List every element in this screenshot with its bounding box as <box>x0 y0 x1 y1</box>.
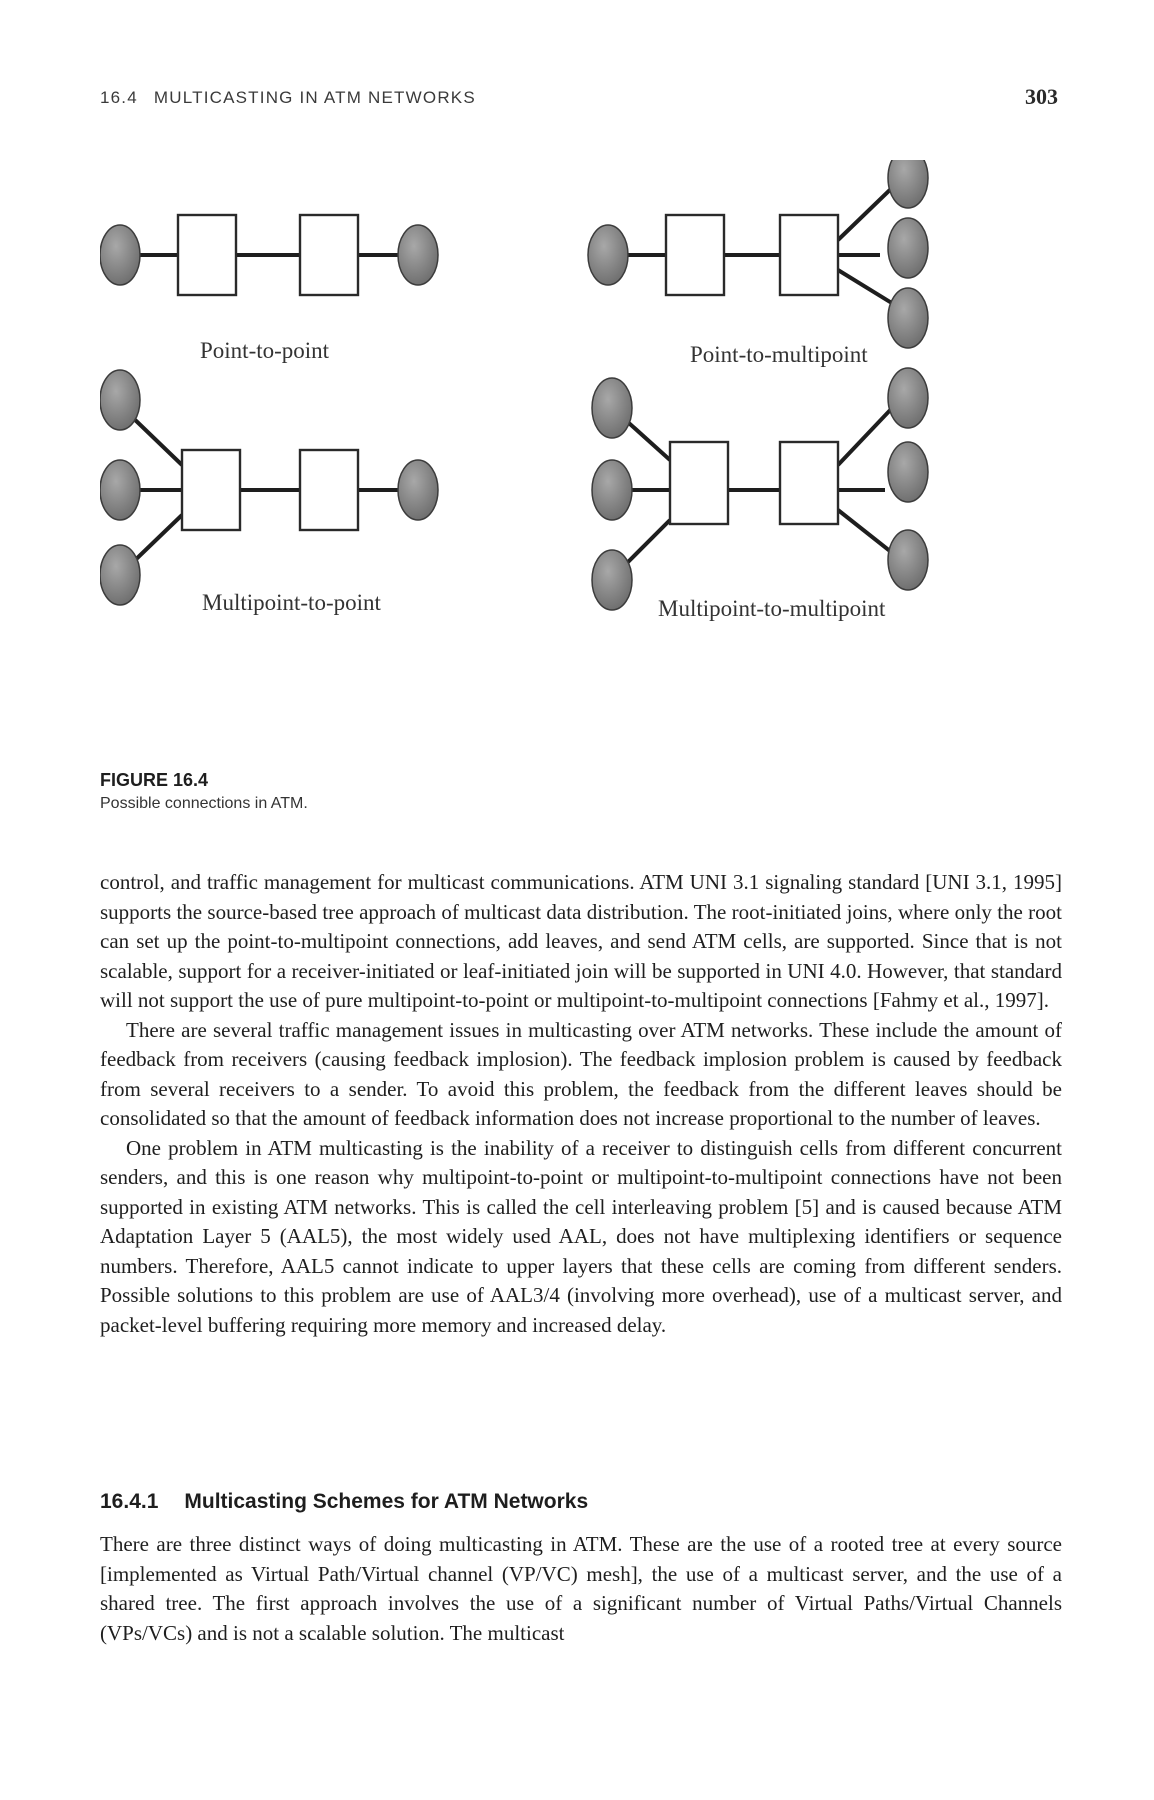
destination-node <box>398 225 438 285</box>
receiver-node <box>888 530 928 590</box>
source-node <box>100 370 140 430</box>
figure-label: FIGURE 16.4 <box>100 770 209 790</box>
section-number: 16.4.1 <box>100 1490 159 1513</box>
switch-box <box>666 215 724 295</box>
sender-node <box>592 378 632 438</box>
label-point-to-multipoint: Point-to-multipoint <box>690 342 868 367</box>
receiver-node <box>888 368 928 428</box>
body-text <box>100 868 1062 1340</box>
source-node <box>100 225 140 285</box>
label-multipoint-to-multipoint: Multipoint-to-multipoint <box>658 596 886 621</box>
link <box>130 415 182 465</box>
running-header <box>100 88 476 108</box>
header-section-number: 16.4 <box>100 88 138 107</box>
header-section-title: MULTICASTING IN ATM NETWORKS <box>153 88 476 107</box>
source-node <box>588 225 628 285</box>
body-paragraph: There are several traffic management issues in multicasting over ATM networks. These include the amount of feedback from receivers (causing feedback implosion). The feedback implosion problem is caused by feedback from several receivers to a sender. To avoid this problem, the feedback from the different leaves should be consolidated so that the amount of feedback information does not increase proportional to the number of leaves. <box>100 1017 1062 1130</box>
switch-box <box>178 215 236 295</box>
section-heading <box>100 1490 588 1514</box>
label-multipoint-to-point: Multipoint-to-point <box>202 590 381 615</box>
switch-box <box>300 450 358 530</box>
destination-node <box>398 460 438 520</box>
switch-box <box>182 450 240 530</box>
connection-diagrams <box>100 160 1080 720</box>
leaf-node <box>888 288 928 348</box>
link <box>838 510 895 555</box>
sender-node <box>592 460 632 520</box>
link <box>130 515 182 565</box>
source-node <box>100 545 140 605</box>
body-paragraph: One problem in ATM multicasting is the inability of a receiver to distinguish cells from different concurrent senders, and this is one reason why multipoint-to-point or multipoint-to-multipoint connections have not been supported in existing ATM networks. This is called the cell interleaving problem [5] and is caused because ATM Adaptation Layer 5 (AAL5), the most widely used AAL, does not have multiplexing identifiers or sequence numbers. Therefore, AAL5 cannot indicate to upper layers that these cells are coming from different senders. Possible solutions to this problem are use of AAL3/4 (involving more overhead), use of a multicast server, and packet-level buffering requiring more memory and increased delay. <box>100 1135 1062 1337</box>
body-paragraph: control, and traffic management for multicast communications. ATM UNI 3.1 signaling standard [UNI 3.1, 1995] supports the source-based tree approach of multicast data distribution. The root-initiated joins, where only the root can set up the point-to-multipoint connections, add leaves, and send ATM cells, are supported. Since that is not scalable, support for a receiver-initiated or leaf-initiated join will be supported in UNI 4.0. However, that standard will not support the use of pure multipoint-to-point or multipoint-to-multipoint connections [Fahmy et al., 1997]. <box>100 870 1062 1012</box>
section-paragraph: There are three distinct ways of doing multicasting in ATM. These are the use of a rooted tree at every source [implemented as Virtual Path/Virtual channel (VP/VC) mesh], the use of a multicast server, and the use of a shared tree. The first approach involves the use of a significant number of Virtual Paths/Virtual Channels (VPs/VCs) and is not a scalable solution. The multicast <box>100 1532 1062 1645</box>
label-point-to-point: Point-to-point <box>200 338 330 363</box>
switch-box <box>670 442 728 524</box>
switch-box <box>780 442 838 524</box>
link <box>838 270 895 305</box>
leaf-node <box>888 160 928 208</box>
page-number: 303 <box>1025 84 1058 109</box>
section-body-text <box>100 1530 1062 1648</box>
figure-caption-text: Possible connections in ATM. <box>100 795 308 812</box>
link <box>838 185 895 240</box>
switch-box <box>780 215 838 295</box>
section-title: Multicasting Schemes for ATM Networks <box>184 1490 589 1513</box>
leaf-node <box>888 218 928 278</box>
diagram-multipoint-to-multipoint <box>592 368 928 610</box>
receiver-node <box>888 442 928 502</box>
switch-box <box>300 215 358 295</box>
figure-16-4 <box>100 160 1080 720</box>
figure-caption <box>100 770 308 813</box>
link <box>838 405 895 465</box>
source-node <box>100 460 140 520</box>
diagram-point-to-multipoint <box>588 160 928 348</box>
diagram-point-to-point <box>100 215 438 295</box>
diagram-multipoint-to-point <box>100 370 438 605</box>
sender-node <box>592 550 632 610</box>
